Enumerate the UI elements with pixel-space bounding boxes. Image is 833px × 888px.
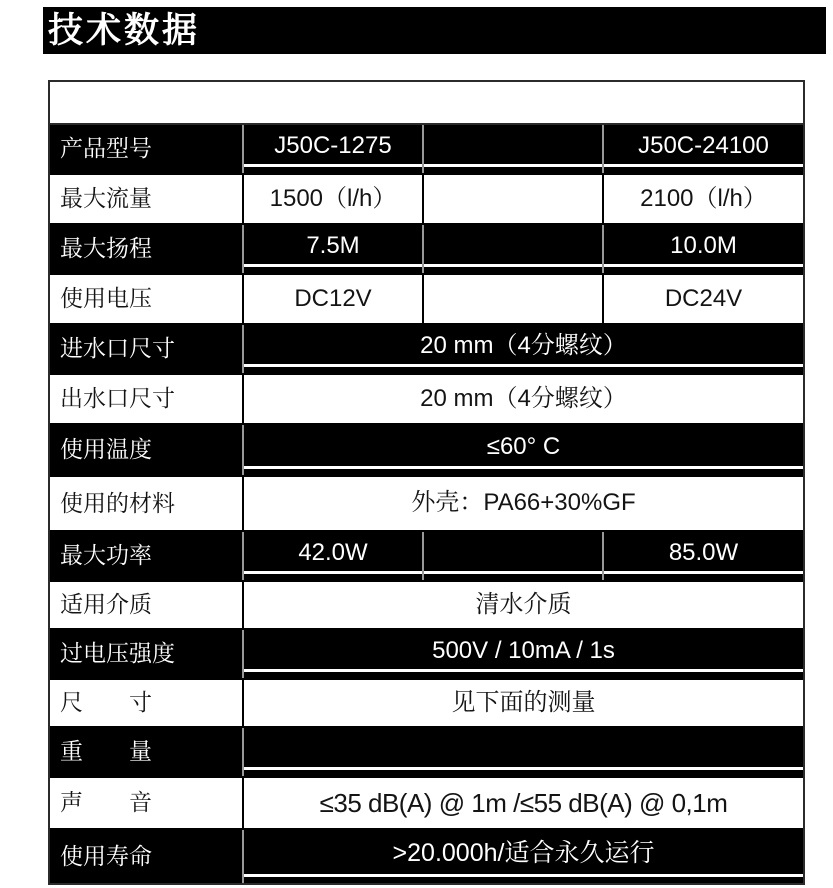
- table-row: [50, 680, 803, 728]
- table-row: [50, 728, 803, 778]
- row-value: 20 mm（4分螺纹）: [242, 375, 803, 423]
- table-row: [50, 830, 803, 883]
- table-row: [50, 425, 803, 477]
- table-row: [50, 175, 803, 225]
- row-value: DC24V: [602, 275, 803, 323]
- row-value: 7.5M: [242, 225, 422, 273]
- row-label: 过电压强度: [60, 640, 175, 667]
- row-value: [50, 82, 803, 123]
- row-value: [422, 532, 602, 580]
- row-value: J50C-1275: [242, 125, 422, 173]
- row-value: 1500（l/h）: [242, 175, 422, 223]
- row-label: 重 量: [60, 738, 152, 765]
- table-row: [50, 82, 803, 125]
- table-row: [50, 582, 803, 630]
- spec-table: [48, 80, 805, 885]
- table-row: [50, 375, 803, 425]
- row-value: ≤35 dB(A) @ 1m /≤55 dB(A) @ 0,1m: [242, 778, 803, 828]
- row-value: [242, 728, 803, 776]
- table-row: [50, 477, 803, 532]
- row-value: [422, 175, 602, 223]
- table-row: [50, 225, 803, 275]
- table-row: [50, 532, 803, 582]
- table-row: [50, 325, 803, 375]
- row-value: 见下面的测量: [242, 680, 803, 726]
- table-row: [50, 630, 803, 680]
- row-value: 42.0W: [242, 532, 422, 580]
- section-title-banner: [43, 7, 826, 54]
- table-row: [50, 778, 803, 830]
- row-value: [422, 125, 602, 173]
- row-value: [422, 275, 602, 323]
- row-value: ≤60° C: [242, 425, 803, 475]
- row-value: J50C-24100: [602, 125, 803, 173]
- row-value: 2100（l/h）: [602, 175, 803, 223]
- row-value: 外壳：PA66+30%GF: [242, 477, 803, 530]
- row-value: 20 mm（4分螺纹）: [242, 325, 803, 373]
- row-value: >20.000h/适合永久运行: [242, 830, 803, 883]
- row-label: 使用温度: [60, 436, 152, 463]
- row-label: 最大功率: [60, 542, 152, 569]
- row-label: 使用寿命: [60, 842, 152, 869]
- row-label: 尺 寸: [60, 689, 152, 716]
- row-label: 使用电压: [60, 285, 152, 312]
- row-label: 使用的材料: [60, 489, 175, 516]
- row-value: DC12V: [242, 275, 422, 323]
- row-value: [422, 225, 602, 273]
- table-row: [50, 275, 803, 325]
- row-label: 产品型号: [60, 135, 152, 162]
- row-label: 最大流量: [60, 185, 152, 212]
- row-label: 适用介质: [60, 591, 152, 618]
- row-label: 声 音: [60, 789, 152, 816]
- table-row: [50, 125, 803, 175]
- row-label: 进水口尺寸: [60, 335, 175, 362]
- page-title: 技术数据: [48, 11, 201, 50]
- row-value: 清水介质: [242, 582, 803, 628]
- row-value: 10.0M: [602, 225, 803, 273]
- row-value: 85.0W: [602, 532, 803, 580]
- row-label: 出水口尺寸: [60, 385, 175, 412]
- row-label: 最大扬程: [60, 235, 152, 262]
- row-value: 500V / 10mA / 1s: [242, 630, 803, 678]
